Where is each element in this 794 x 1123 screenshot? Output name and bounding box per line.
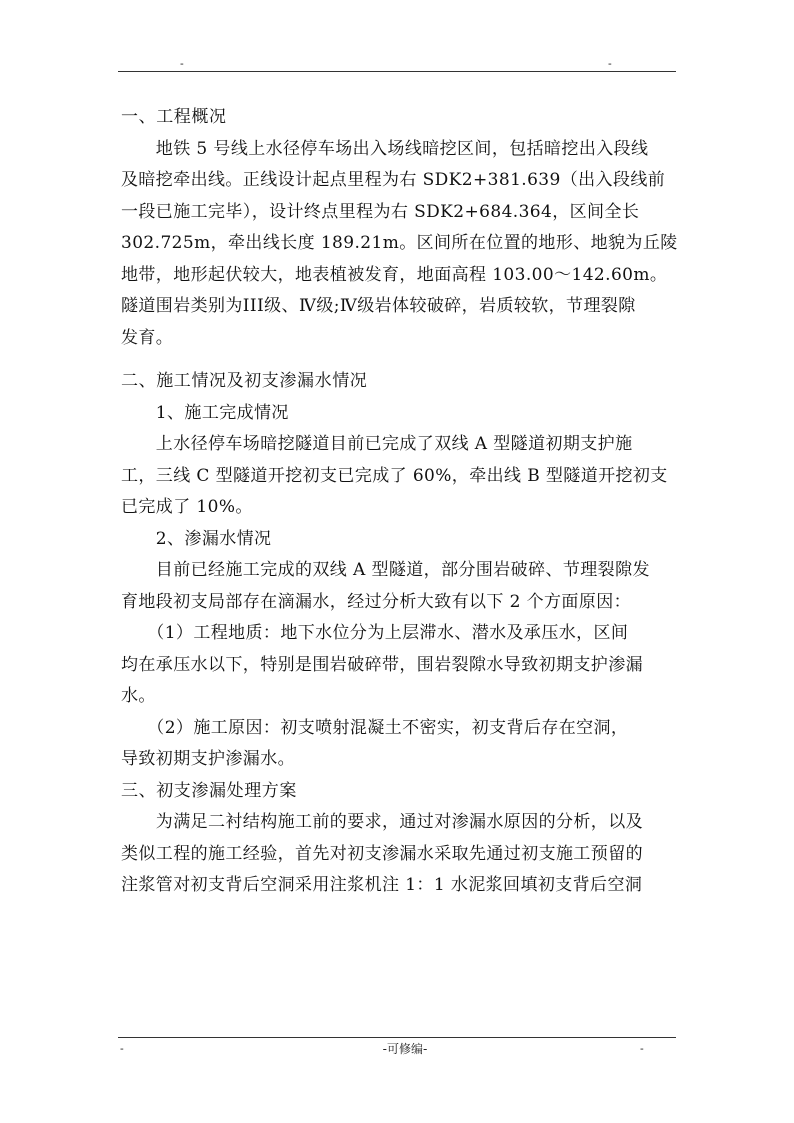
body-line: 注浆管对初支背后空洞采用注浆机注 1：1 水泥浆回填初支背后空洞: [121, 875, 643, 895]
footer-left-mark: -: [120, 1042, 124, 1055]
document-body: [121, 102, 681, 902]
body-line: 发育。: [121, 327, 174, 348]
body-line: （1）工程地质：地下水位分为上层滞水、潜水及承压水，区间: [121, 623, 629, 643]
body-line: 已完成了 10%。: [121, 497, 253, 517]
body-line: 工，三线 C 型隧道开挖初支已完成了 60%，牵出线 B 型隧道开挖初支: [121, 465, 668, 486]
body-line: 育地段初支局部存在滴漏水，经过分析大致有以下 2 个方面原因：: [121, 591, 632, 612]
header-left-mark: -: [180, 57, 184, 70]
body-line: 302.725m，牵出线长度 189.21m。区间所在位置的地形、地貌为丘陵: [121, 233, 678, 253]
body-line: 地铁 5 号线上水径停车场出入场线暗挖区间，包括暗挖出入段线: [121, 138, 649, 159]
body-line: 一段已施工完毕），设计终点里程为右 SDK2+684.364，区间全长: [121, 201, 640, 222]
header-rule: [118, 71, 676, 72]
footer-center-label: -可修编-: [382, 1042, 428, 1056]
body-line: 目前已经施工完成的双线 A 型隧道，部分围岩破碎、节理裂隙发: [121, 560, 650, 580]
footer-rule: [118, 1037, 676, 1038]
body-line: 均在承压水以下，特别是围岩破碎带，围岩裂隙水导致初期支护渗漏: [121, 654, 643, 675]
header-right-mark: -: [608, 57, 612, 70]
body-line: 隧道围岩类别为III级、Ⅳ级;Ⅳ级岩体较破碎，岩质较软，节理裂隙: [121, 296, 636, 316]
body-line: 为满足二衬结构施工前的要求，通过对渗漏水原因的分析，以及: [121, 812, 643, 832]
section-heading-3: 三、初支渗漏处理方案: [121, 780, 297, 801]
body-line: 类似工程的施工经验，首先对初支渗漏水采取先通过初支施工预留的: [121, 843, 643, 864]
section-heading-2: 二、施工情况及初支渗漏水情况: [121, 371, 368, 391]
footer-right-mark: -: [640, 1042, 644, 1055]
body-line: 导致初期支护渗漏水。: [121, 749, 295, 769]
subsection-heading-2: 2、渗漏水情况: [121, 528, 272, 549]
body-line: （2）施工原因：初支喷射混凝土不密实，初支背后存在空洞，: [121, 717, 629, 738]
body-line: 上水径停车场暗挖隧道目前已完成了双线 A 型隧道初期支护施: [121, 434, 633, 454]
body-line: 及暗挖牵出线。正线设计起点里程为右 SDK2+381.639（出入段线前: [121, 170, 666, 190]
section-heading-1: 一、工程概况: [121, 107, 227, 127]
body-line: 水。: [121, 686, 156, 706]
subsection-heading-1: 1、施工完成情况: [121, 402, 289, 423]
body-line: 地带，地形起伏较大，地表植被发育，地面高程 103.00～142.60m。: [121, 264, 668, 285]
